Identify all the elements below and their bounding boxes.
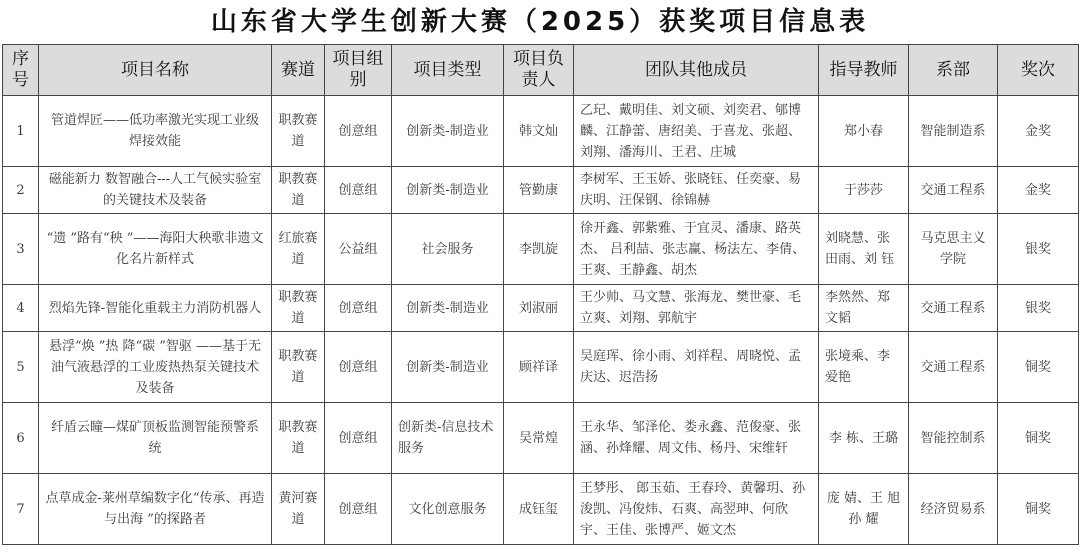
cell-advisor: 李然然、郑文韬 [819, 285, 909, 332]
cell-leader: 吴常煌 [504, 403, 574, 474]
cell-dept: 交通工程系 [909, 167, 998, 214]
cell-type: 文化创意服务 [392, 474, 504, 545]
header-type: 项目类型 [392, 45, 504, 96]
cell-track: 职教赛道 [272, 96, 325, 167]
cell-award: 金奖 [998, 96, 1079, 167]
cell-leader: 顾祥译 [504, 332, 574, 403]
cell-type: 创新类-制造业 [392, 96, 504, 167]
cell-name: 烈焰先锋-智能化重载主力消防机器人 [39, 285, 272, 332]
cell-name: 悬浮“焕 ”热 降“碳 ”智驱 ——基于无油气液悬浮的工业废热热泵关键技术及装备 [39, 332, 272, 403]
cell-advisor: 李 栋、王璐 [819, 403, 909, 474]
cell-type: 创新类-制造业 [392, 332, 504, 403]
cell-group: 创意组 [325, 332, 392, 403]
cell-type: 创新类-制造业 [392, 285, 504, 332]
cell-type: 社会服务 [392, 214, 504, 285]
page-title: 山东省大学生创新大赛（2025）获奖项目信息表 [210, 7, 870, 37]
cell-type: 创新类-信息技术服务 [392, 403, 504, 474]
cell-dept: 马克思主义学院 [909, 214, 998, 285]
cell-advisor: 于莎莎 [819, 167, 909, 214]
cell-advisor: 庞 婧、王 旭 孙 耀 [819, 474, 909, 545]
header-award: 奖次 [998, 45, 1079, 96]
cell-advisor: 刘晓慧、张田雨、刘 钰 [819, 214, 909, 285]
cell-members: 王永华、邹泽伦、娄永鑫、范俊豪、张涵、孙烽耀、周文伟、杨丹、宋维轩 [574, 403, 819, 474]
cell-award: 金奖 [998, 167, 1079, 214]
cell-track: 黄河赛道 [272, 474, 325, 545]
cell-award: 银奖 [998, 214, 1079, 285]
cell-members: 乙玘、戴明佳、刘文硕、刘奕君、郇博麟、江静蕾、唐绍美、于喜龙、张超、刘翔、潘海川、王君、庄城 [574, 96, 819, 167]
cell-members: 吴庭珲、徐小雨、刘祥程、周晓悦、孟庆达、迟浩扬 [574, 332, 819, 403]
header-members: 团队其他成员 [574, 45, 819, 96]
cell-dept: 智能控制系 [909, 403, 998, 474]
cell-award: 铜奖 [998, 332, 1079, 403]
cell-award: 铜奖 [998, 474, 1079, 545]
cell-type: 创新类-制造业 [392, 167, 504, 214]
header-advisor: 指导教师 [819, 45, 909, 96]
header-leader: 项目负责人 [504, 45, 574, 96]
header-group: 项目组别 [325, 45, 392, 96]
cell-dept: 交通工程系 [909, 332, 998, 403]
cell-members: 王梦彤、 郎玉茹、王春玲、黄馨玥、孙浚凯、冯俊炜、石爽、高翌珅、何欣宇、王佳、张博严、姬文杰 [574, 474, 819, 545]
cell-leader: 刘淑丽 [504, 285, 574, 332]
cell-name: 管道焊匠——低功率激光实现工业级焊接效能 [39, 96, 272, 167]
cell-dept: 智能制造系 [909, 96, 998, 167]
cell-advisor: 张境乘、李爱艳 [819, 332, 909, 403]
cell-seq: 5 [3, 332, 39, 403]
table-row [3, 96, 1079, 167]
cell-group: 公益组 [325, 214, 392, 285]
cell-name: 纤盾云瞳—煤矿顶板监测智能预警系统 [39, 403, 272, 474]
cell-leader: 韩文灿 [504, 96, 574, 167]
cell-group: 创意组 [325, 96, 392, 167]
table-row [3, 403, 1079, 474]
cell-seq: 4 [3, 285, 39, 332]
header-name: 项目名称 [39, 45, 272, 96]
cell-seq: 3 [3, 214, 39, 285]
header-dept: 系部 [909, 45, 998, 96]
table-row [3, 167, 1079, 214]
cell-name: “遗 ”路有“秧 ”——海阳大秧歌非遗文化名片新样式 [39, 214, 272, 285]
cell-dept: 交通工程系 [909, 285, 998, 332]
header-track: 赛道 [272, 45, 325, 96]
table-row [3, 285, 1079, 332]
header-seq: 序号 [3, 45, 39, 96]
cell-group: 创意组 [325, 474, 392, 545]
cell-award: 银奖 [998, 285, 1079, 332]
cell-group: 创意组 [325, 167, 392, 214]
table-row [3, 214, 1079, 285]
cell-track: 职教赛道 [272, 403, 325, 474]
cell-name: 磁能新力 数智融合---人工气候实验室的关键技术及装备 [39, 167, 272, 214]
cell-seq: 1 [3, 96, 39, 167]
cell-leader: 管勤康 [504, 167, 574, 214]
cell-track: 职教赛道 [272, 167, 325, 214]
cell-name: 点草成金-莱州草编数字化“传承、再造与出海 ”的探路者 [39, 474, 272, 545]
cell-group: 创意组 [325, 285, 392, 332]
cell-track: 职教赛道 [272, 332, 325, 403]
cell-award: 铜奖 [998, 403, 1079, 474]
awards-table [2, 44, 1079, 545]
cell-seq: 7 [3, 474, 39, 545]
cell-members: 徐开鑫、郭紫雅、于宜灵、潘康、路英杰、 吕利喆、张志赢、杨法左、李倩、王爽、王静鑫、胡杰 [574, 214, 819, 285]
header-row [3, 45, 1079, 96]
cell-seq: 6 [3, 403, 39, 474]
cell-track: 红旅赛道 [272, 214, 325, 285]
cell-track: 职教赛道 [272, 285, 325, 332]
cell-members: 李树军、王玉娇、张晓钰、任奕豪、易庆明、汪保钢、徐锦赫 [574, 167, 819, 214]
cell-dept: 经济贸易系 [909, 474, 998, 545]
cell-members: 王少帅、马文慧、张海龙、樊世豪、毛立爽、刘翔、郭航宇 [574, 285, 819, 332]
cell-seq: 2 [3, 167, 39, 214]
cell-advisor: 郑小春 [819, 96, 909, 167]
cell-leader: 李凯旋 [504, 214, 574, 285]
table-row [3, 332, 1079, 403]
cell-leader: 成钰玺 [504, 474, 574, 545]
table-row [3, 474, 1079, 545]
cell-group: 创意组 [325, 403, 392, 474]
